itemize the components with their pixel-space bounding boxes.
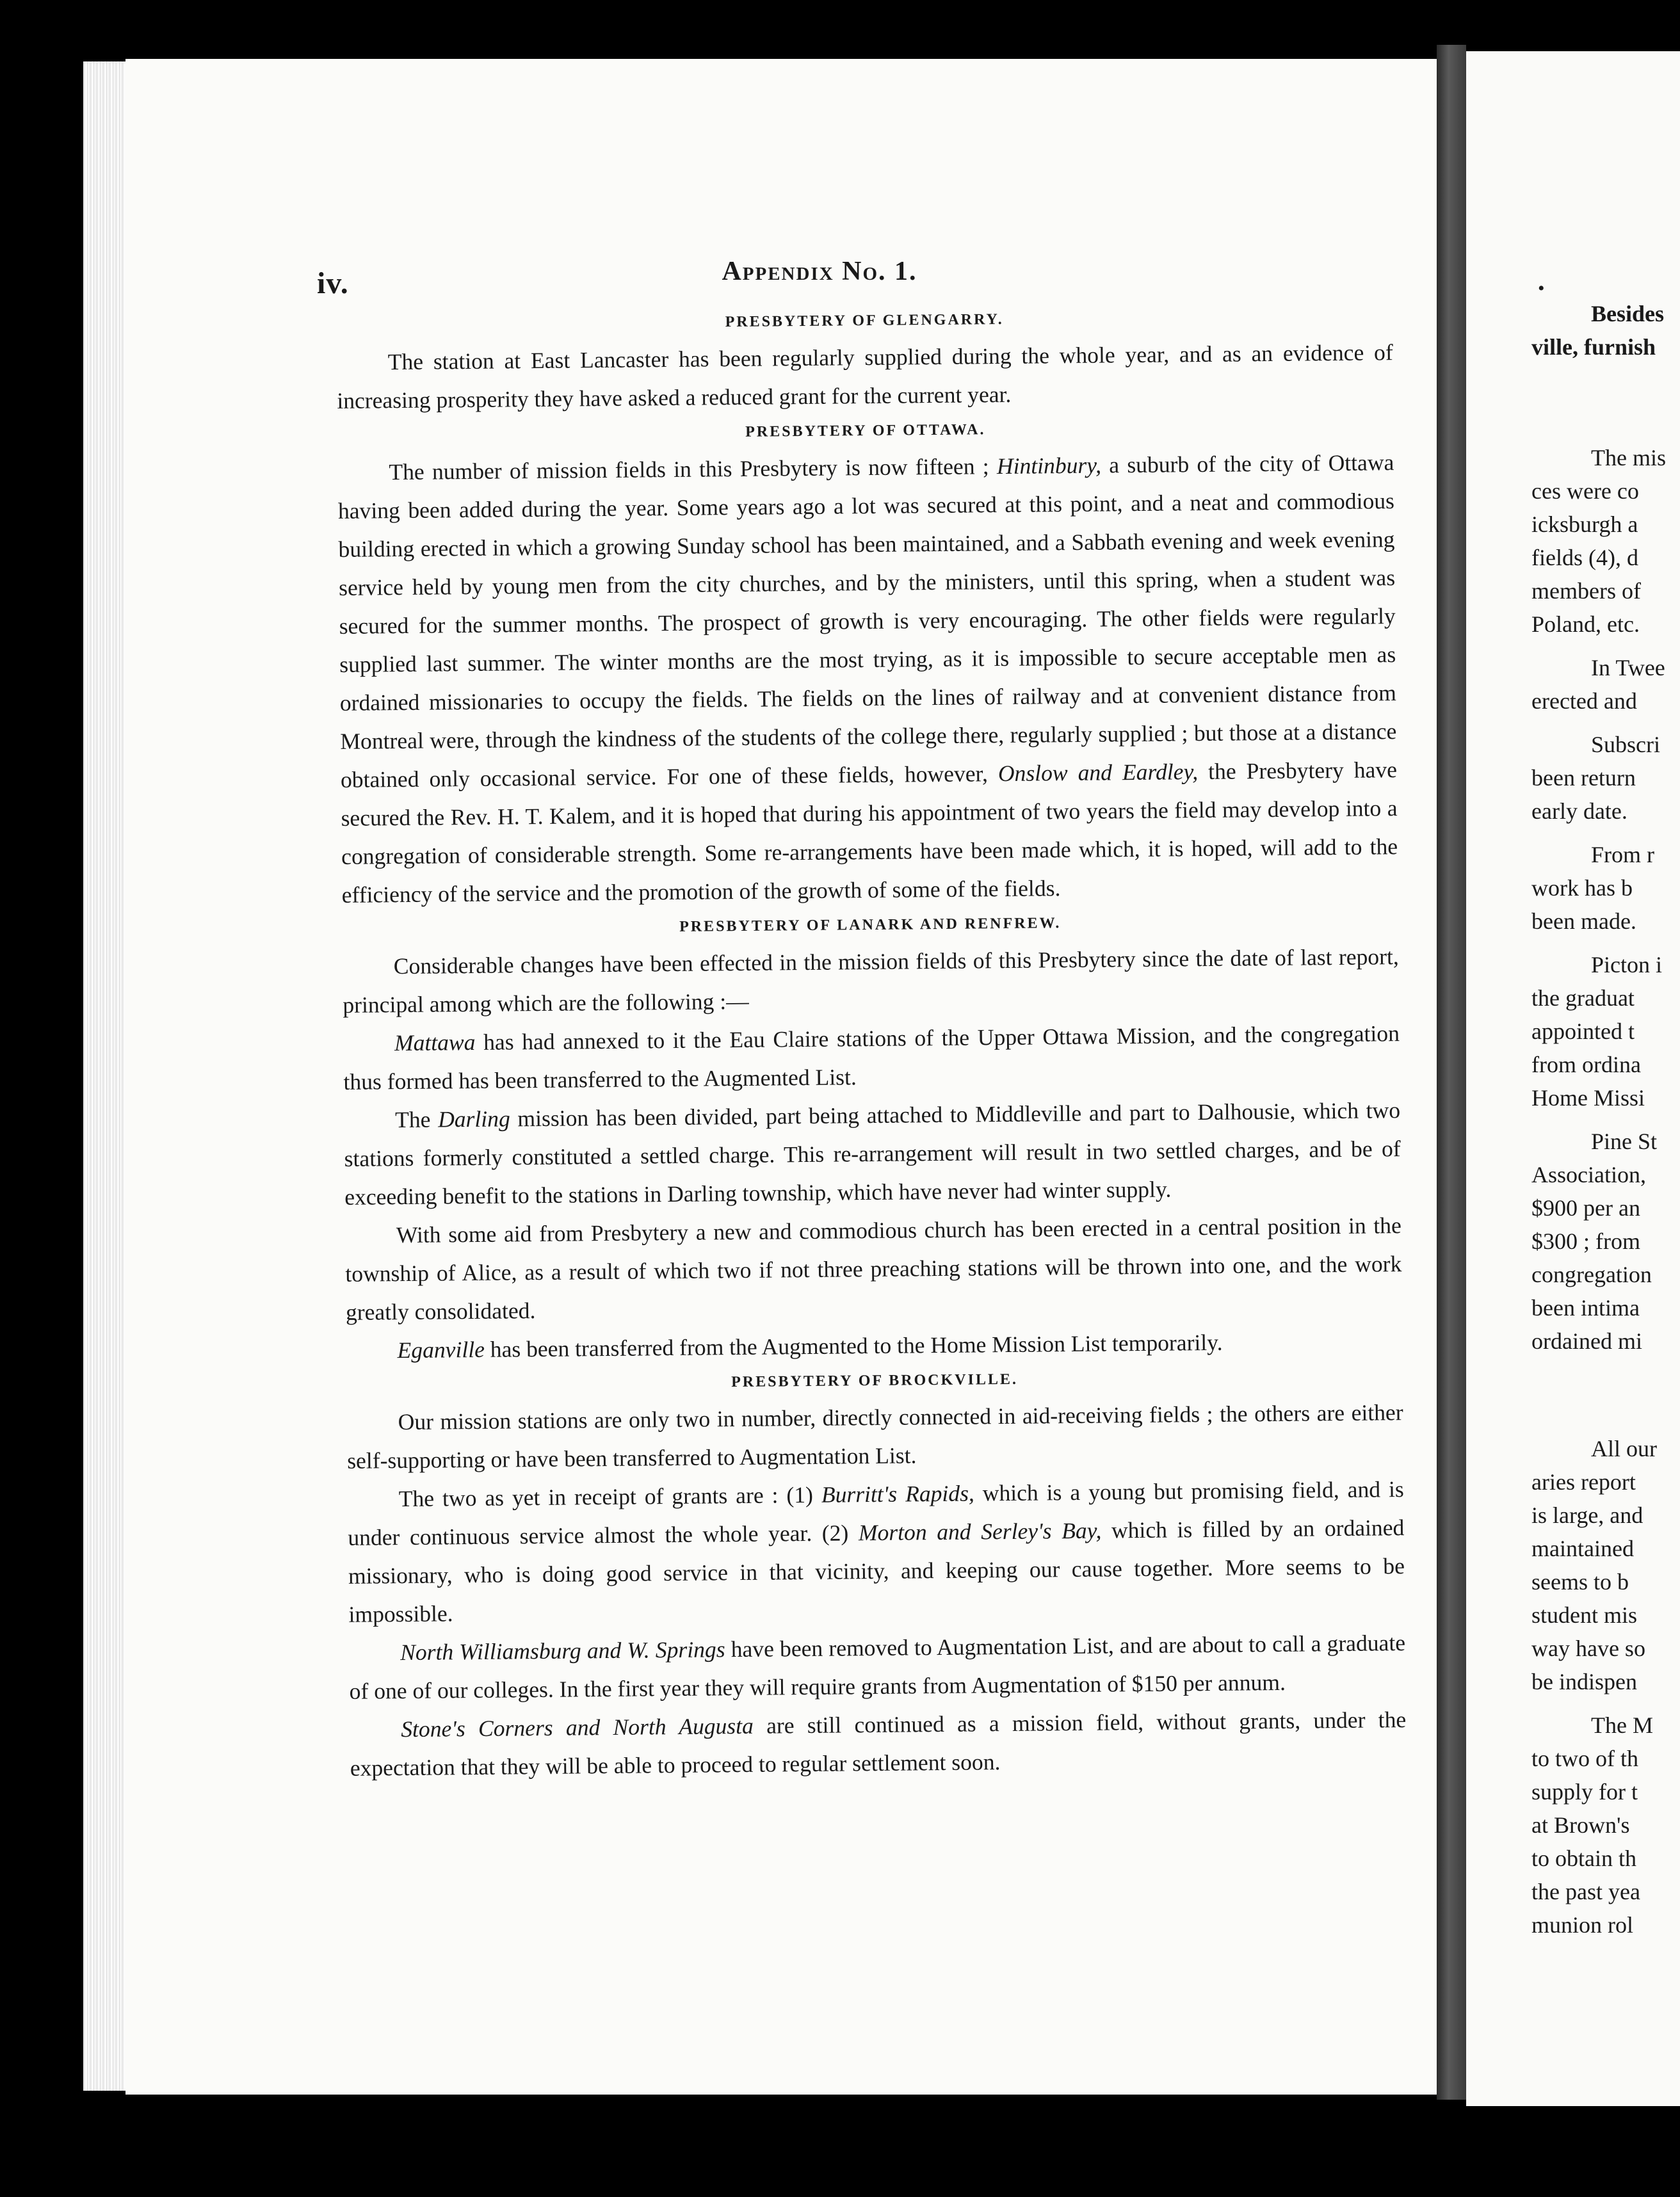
- right-page-line: erected and: [1531, 688, 1637, 714]
- right-page-line: been return: [1531, 765, 1636, 791]
- presbytery-section: [336, 302, 1394, 420]
- presbytery-section: [346, 1360, 1407, 1787]
- italic-place-name: Burritt's Rapids,: [821, 1480, 975, 1508]
- right-page-line: $900 per an: [1531, 1195, 1640, 1221]
- paragraph: [346, 1393, 1403, 1480]
- right-page-line: be indispen: [1531, 1669, 1637, 1694]
- right-page-line: Association,: [1531, 1162, 1646, 1187]
- right-page-line: Picton i: [1591, 952, 1663, 978]
- right-page-line: maintained: [1531, 1536, 1634, 1561]
- paragraph: [343, 1014, 1400, 1101]
- paragraph: [344, 1091, 1401, 1216]
- right-page-line: been made.: [1531, 908, 1636, 934]
- text-run: The station at East Lancaster has been regularly supplied during the whole year, and as an evidence of increasing prosperity they have asked a reduced grant for the current year.: [337, 339, 1393, 414]
- italic-place-name: Eganville: [397, 1336, 485, 1364]
- paragraph: [343, 937, 1400, 1024]
- right-page-line: ville, furnish: [1531, 334, 1656, 360]
- right-page-line: way have so: [1531, 1636, 1645, 1661]
- right-page-line: is large, and: [1531, 1502, 1644, 1528]
- right-page-line: appointed t: [1531, 1018, 1635, 1044]
- right-page-line: The M: [1591, 1712, 1653, 1738]
- paragraph: [336, 333, 1393, 420]
- text-run: which is filled by an ordained missionary, who is doing good service in that vicinity, and keeping our cause together. More seems to be impossible.: [348, 1515, 1405, 1627]
- paragraph: [348, 1470, 1405, 1634]
- right-page-line: ces were co: [1531, 478, 1639, 504]
- italic-place-name: Onslow and Eardley,: [998, 759, 1199, 787]
- text-run: Considerable changes have been effected in the mission fields of this Presbytery since the date of last report, principal among which are the following :—: [343, 944, 1399, 1018]
- text-run: which is a young but promising field, and is under continuous service almost the whole year. (2): [348, 1476, 1404, 1550]
- right-page-line: fields (4), d: [1531, 545, 1638, 570]
- text-run: The number of mission fields in this Presbytery is now fifteen ;: [389, 453, 998, 485]
- right-page-line: From r: [1591, 842, 1654, 867]
- right-page-line: congregation: [1531, 1262, 1652, 1287]
- right-page-line: the past yea: [1531, 1879, 1640, 1904]
- right-page-line: early date.: [1531, 798, 1628, 824]
- right-page-line: $300 ; from: [1531, 1228, 1640, 1254]
- right-page-line: the graduat: [1531, 985, 1635, 1011]
- paragraph: [345, 1206, 1403, 1332]
- right-page-line: supply for t: [1531, 1779, 1638, 1805]
- right-page-line: munion rol: [1531, 1912, 1633, 1938]
- book-gutter: [1437, 45, 1466, 2100]
- right-page-line: student mis: [1531, 1602, 1638, 1628]
- italic-place-name: Hintinbury,: [996, 452, 1102, 479]
- italic-place-name: Darling: [437, 1106, 510, 1132]
- paragraph: [337, 443, 1398, 914]
- italic-place-name: North Williamsburg and W. Springs: [400, 1636, 725, 1666]
- right-page-line: to obtain th: [1531, 1846, 1636, 1871]
- right-page-line: members of: [1531, 578, 1641, 604]
- right-page-line: Home Missi: [1531, 1085, 1645, 1111]
- right-page-line: Pine St: [1591, 1129, 1658, 1154]
- section-heading: PRESBYTERY OF BROCKVILLE.: [731, 1371, 1019, 1391]
- presbytery-section: [337, 410, 1398, 914]
- text-run: mission has been divided, part being attached to Middleville and part to Dalhousie, which two stations formerly constituted a settled charge. This re-arrangement will result in two settled charges, and be of exceeding benefit to the stations in Darling township, which have never had winter supply.: [344, 1097, 1401, 1210]
- italic-place-name: Stone's Corners and North Augusta: [401, 1712, 754, 1742]
- text-run: have been removed to Augmentation List, and are about to call a graduate of one of our colleges. In the first year they will require grants from Augmentation of $150 per annum.: [349, 1630, 1406, 1704]
- text-run: has been transferred from the Augmented to the Home Mission List temporarily.: [484, 1329, 1223, 1362]
- right-page-text: [1466, 51, 1680, 2106]
- right-page-line: ordained mi: [1531, 1328, 1642, 1354]
- right-page-line: to two of th: [1531, 1746, 1638, 1771]
- paragraph: [350, 1700, 1407, 1787]
- text-run: are still continued as a mission field, without grants, under the expectation that they will be able to proceed to regular settlement soon.: [350, 1707, 1407, 1781]
- right-page-line: aries report: [1531, 1469, 1636, 1495]
- right-page-line: been intima: [1531, 1295, 1640, 1321]
- text-run: With some aid from Presbytery a new and commodious church has been erected in a central position in the township of Alice, as a result of which two if not three preaching stations will be thrown into one, and the work greatly consolidated.: [345, 1212, 1402, 1325]
- right-page-line: at Brown's: [1531, 1812, 1630, 1838]
- text-run: a suburb of the city of Ottawa having been added during the year. Some years ago a lot was secured at this point, and a neat and commodious building erected in which a growing Sunday school has been maintained, and a Sabbath evening and week evening service held by young men from the city churches, and by the ministers, until this spring, when a student was secured for the summer months. The prospect of growth is very encouraging. The other fields were regularly supplied last summer. The winter months are the most trying, as it is impossible to secure acceptable men as ordained missionaries to occupy the fields. The fields on the lines of railway and at convenient distance from Montreal were, through the kindness of the students of the college there, regularly supplied ; but those at a distance obtained only occasional service. For one of these fields, however,: [337, 449, 1397, 793]
- right-page-line: All our: [1591, 1436, 1657, 1461]
- right-page-line: Subscri: [1591, 732, 1660, 757]
- paragraph: [349, 1623, 1406, 1710]
- text-run: The: [394, 1106, 439, 1133]
- right-page-line: work has b: [1531, 875, 1633, 901]
- text-run: the Presbytery have secured the Rev. H. T. Kalem, and it is hoped that during his appointment of two years the field may develop into a congregation of considerable strength. Some re-arrangements have been made which, it is hoped, will add to the efficiency of the service and the promotion of the growth of some of the fields.: [341, 757, 1398, 908]
- right-page-line: icksburgh a: [1531, 511, 1638, 537]
- right-page-line: In Twee: [1591, 655, 1665, 680]
- section-heading: PRESBYTERY OF OTTAWA.: [745, 421, 986, 440]
- text-run: Our mission stations are only two in number, directly connected in aid-receiving fields ; the others are either self-supporting or have been transferred to Augmentation List.: [347, 1399, 1403, 1474]
- appendix-title: Appendix No. 1.: [722, 257, 917, 286]
- right-page-line: from ordina: [1531, 1052, 1641, 1077]
- left-page-text: [336, 302, 1407, 1787]
- ink-dot: •: [1538, 278, 1545, 299]
- right-page-line: Poland, etc.: [1531, 611, 1640, 637]
- presbytery-section: [342, 904, 1403, 1370]
- section-heading: PRESBYTERY OF LANARK AND RENFREW.: [679, 915, 1062, 935]
- text-run: has had annexed to it the Eau Claire stations of the Upper Ottawa Mission, and the congregation thus formed has been transferred to the Augmented List.: [343, 1020, 1400, 1095]
- right-page-line: The mis: [1591, 445, 1666, 471]
- right-page-line: Besides: [1591, 301, 1665, 326]
- page-number: iv.: [317, 266, 349, 300]
- right-page-line: seems to b: [1531, 1569, 1629, 1595]
- right-page: [1466, 51, 1680, 2106]
- section-heading: PRESBYTERY OF GLENGARRY.: [725, 310, 1004, 331]
- text-run: The two as yet in receipt of grants are : (1): [398, 1481, 822, 1512]
- italic-place-name: Morton and Serley's Bay,: [858, 1517, 1102, 1546]
- page-stack-edges: [83, 61, 129, 2091]
- italic-place-name: Mattawa: [394, 1029, 476, 1056]
